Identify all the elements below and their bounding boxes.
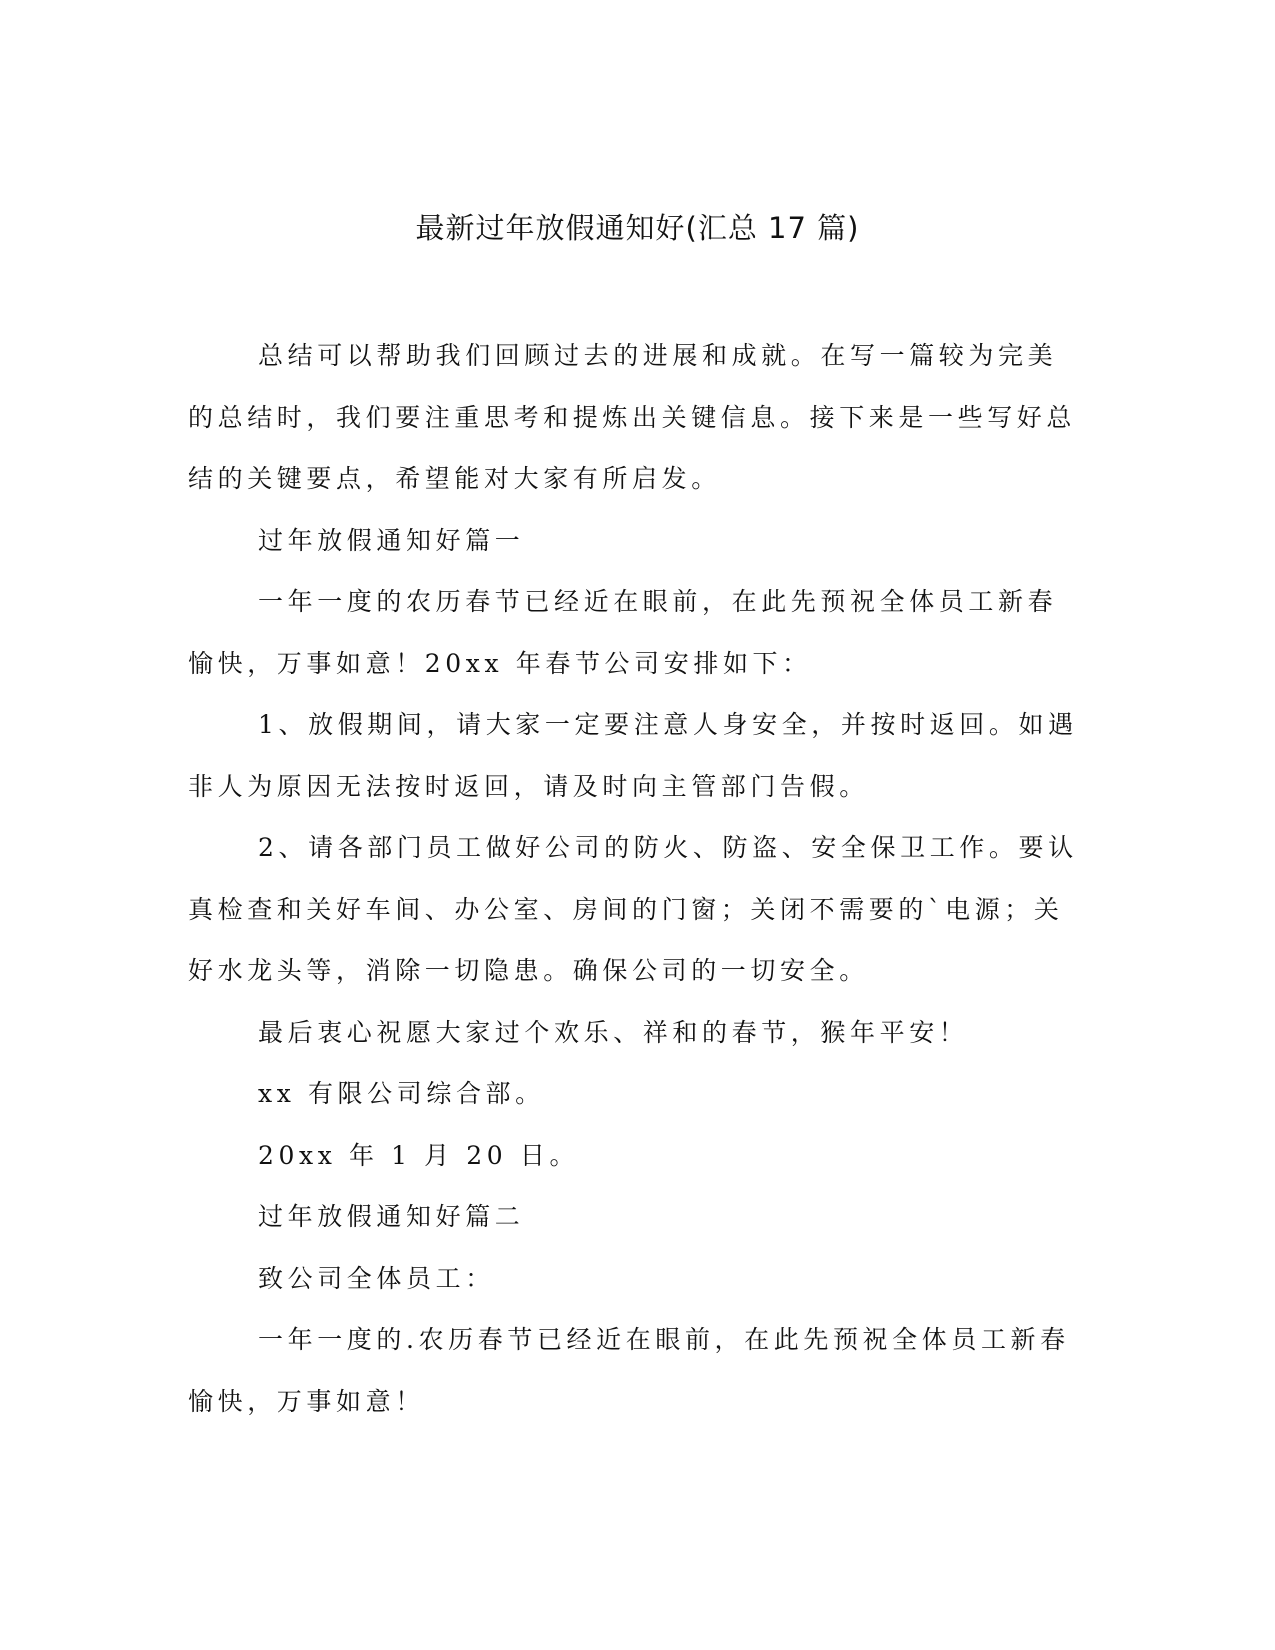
paragraph-intro: 总结可以帮助我们回顾过去的进展和成就。在写一篇较为完美的总结时，我们要注重思考和提炼出关键信息。接下来是一些写好总结的关键要点，希望能对大家有所启发。	[188, 341, 1077, 493]
salutation: 致公司全体员工：	[258, 1263, 495, 1293]
signature-date: 20xx 年 1 月 20 日。	[258, 1140, 580, 1170]
paragraph-item-1: 1、放假期间，请大家一定要注意人身安全，并按时返回。如遇非人为原因无法按时返回，请及时向主管部门告假。	[188, 710, 1078, 801]
paragraph-greeting: 一年一度的农历春节已经近在眼前，在此先预祝全体员工新春愉快，万事如意！20xx 年春节公司安排如下：	[188, 587, 1058, 678]
paragraph-item-2: 2、请各部门员工做好公司的防火、防盗、安全保卫工作。要认真检查和关好车间、办公室、房间的门窗；关闭不需要的`电源；关好水龙头等，消除一切隐患。确保公司的一切安全。	[188, 833, 1078, 985]
paragraph-closing-wish: 最后衷心祝愿大家过个欢乐、祥和的春节，猴年平安！	[258, 1017, 969, 1047]
signature-department: xx 有限公司综合部。	[258, 1079, 545, 1108]
document-title: 最新过年放假通知好(汇总 17 篇)	[415, 211, 860, 245]
document-body	[188, 325, 1078, 1432]
paragraph-greeting-2: 一年一度的.农历春节已经近在眼前，在此先预祝全体员工新春愉快，万事如意！	[188, 1325, 1070, 1416]
section-heading-1: 过年放假通知好篇一	[258, 525, 525, 555]
section-heading-2: 过年放假通知好篇二	[258, 1202, 525, 1231]
